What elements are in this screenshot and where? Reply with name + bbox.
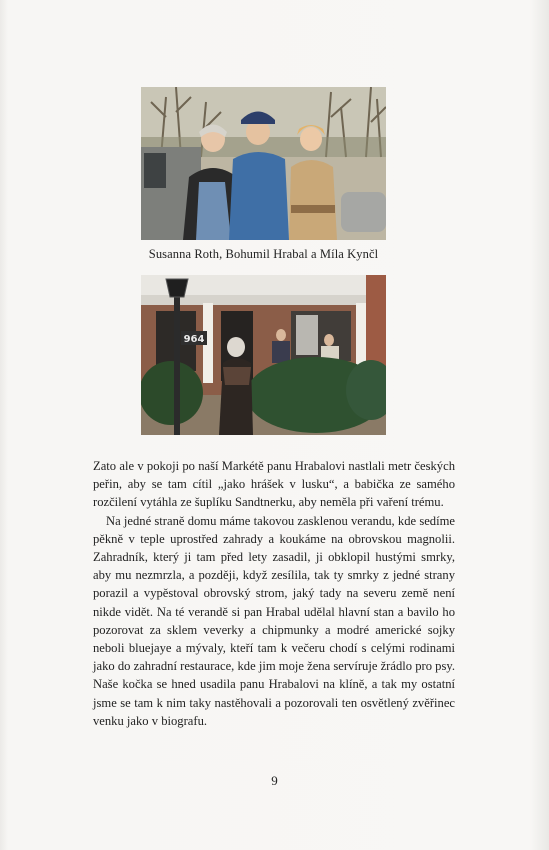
photo-three-people (141, 87, 386, 240)
house-number-sign: 964 (183, 334, 205, 345)
photo-caption: Susanna Roth, Bohumil Hrabal a Míla Kynčl (148, 247, 379, 261)
body-text (93, 457, 455, 730)
photo-house-porch (141, 275, 386, 435)
paragraph-2: Na jedné straně domu máme takovou zasklenou verandu, kde sedíme pěkně v teple uprostřed zahrady a koukáme na obrovskou magnolii. Zahradník, který ji tam před lety zasadil, ji obklopil hustými smrky, aby mu nezmrzla, a později, když zesílila, tak ty smrky z jedné strany porazil a vypěstoval obrovský strom, jaký tady na severu země není nikde vidět. Na té verandě si pan Hrabal udělal hlavní stan a bavilo ho pozorovat za sklem veverky a chipmunky a modré americké sojky neboli bluejaye a mývaly, kteří tam k večeru chodí s celými rodinami jako do zahradní restaurace, kde jim moje žena servíruje žrádlo pro psy. Naše kočka se hned usadila panu Hrabalovi na klíně, a tak my ostatní jsme se tam k nim taky nastěhovali a pozorovali ten osvětlený zvěřinec venku jako v biografu. (93, 513, 455, 728)
page-number: 9 (271, 773, 278, 788)
paragraph-1: Zato ale v pokoji po naší Markétě panu Hrabalovi nastlali metr českých peřin, aby se tam cítil „jako hrášek v lusku“, a babička ze samého rozčilení vytáhla ze šuplíku Sandtnerku, aby neměla při vaření trému. (93, 459, 455, 510)
